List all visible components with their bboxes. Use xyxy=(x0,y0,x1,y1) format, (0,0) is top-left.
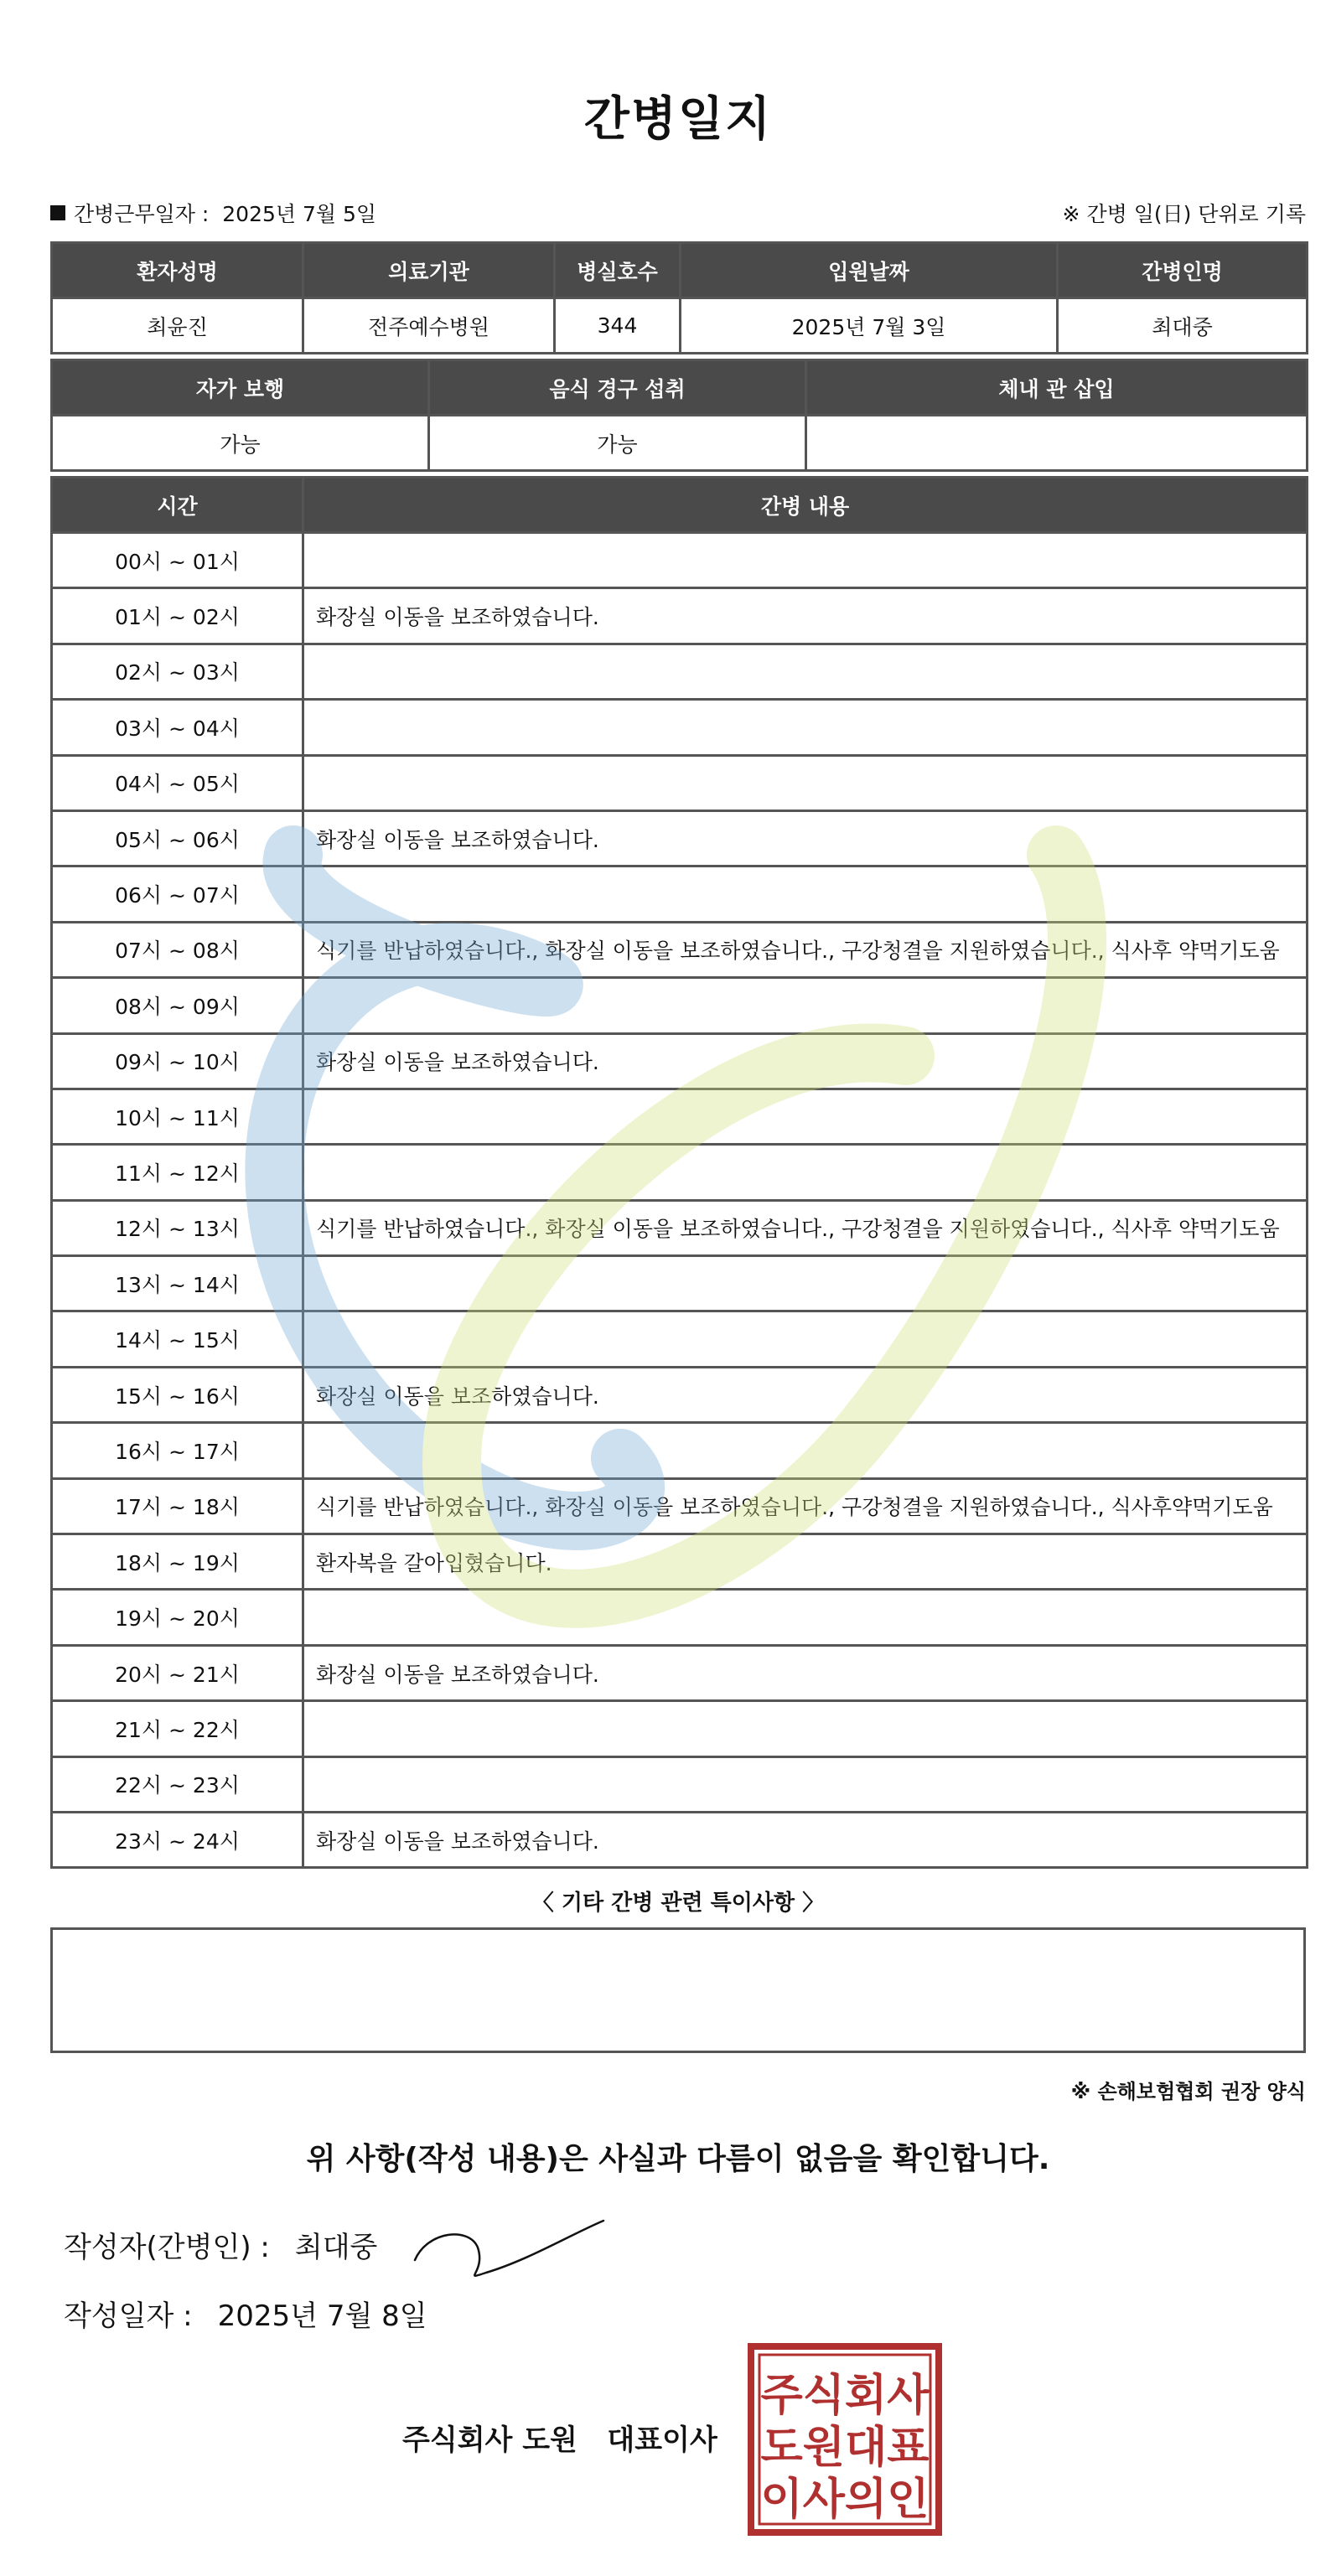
care-log-content: 화장실 이동을 보조하였습니다. xyxy=(303,588,1308,644)
care-log-row xyxy=(52,588,1308,644)
care-log-row xyxy=(52,1145,1308,1200)
care-log-row xyxy=(52,1478,1308,1534)
signature xyxy=(411,2214,612,2281)
admission-date: 2025년 7월 3일 xyxy=(681,298,1058,354)
form-notice: ※ 손해보험협회 권장 양식 xyxy=(1070,2080,1306,2103)
care-log-content: 식기를 반납하였습니다., 화장실 이동을 보조하였습니다., 구강청결을 지원하였습니다., 식사후 약먹기도움 xyxy=(303,1200,1308,1255)
care-log-row xyxy=(52,1423,1308,1478)
care-log-row xyxy=(52,1812,1308,1867)
care-log-time: 06시 ~ 07시 xyxy=(52,866,303,922)
header-patient-name: 환자성명 xyxy=(52,243,303,298)
care-log-time: 18시 ~ 19시 xyxy=(52,1534,303,1590)
care-log-row xyxy=(52,1590,1308,1645)
svg-text:주식회사: 주식회사 xyxy=(760,2371,930,2421)
care-log-row xyxy=(52,644,1308,699)
care-log-time: 23시 ~ 24시 xyxy=(52,1812,303,1867)
care-log-row xyxy=(52,1311,1308,1367)
care-log-content: 화장실 이동을 보조하였습니다. xyxy=(303,1645,1308,1700)
care-log-time: 13시 ~ 14시 xyxy=(52,1256,303,1311)
care-log-row xyxy=(52,1756,1308,1812)
care-log-content xyxy=(303,1423,1308,1478)
etc-content-box xyxy=(50,1927,1306,2053)
meta-row xyxy=(50,198,1306,228)
care-log-content xyxy=(303,1756,1308,1812)
walking-status: 가능 xyxy=(52,416,429,471)
work-date xyxy=(50,198,376,228)
tube-status xyxy=(806,416,1308,471)
written-date-label: 작성일자 : xyxy=(64,2299,193,2333)
care-log-time: 22시 ~ 23시 xyxy=(52,1756,303,1812)
care-log-time: 04시 ~ 05시 xyxy=(52,755,303,810)
care-log-content xyxy=(303,1256,1308,1311)
care-log-time: 19시 ~ 20시 xyxy=(52,1590,303,1645)
header-admission-date: 입원날짜 xyxy=(681,243,1058,298)
care-log-content: 식기를 반납하였습니다., 화장실 이동을 보조하였습니다., 구강청결을 지원하였습니다., 식사후 약먹기도움 xyxy=(303,922,1308,977)
care-log-row xyxy=(52,1534,1308,1590)
care-log-content: 화장실 이동을 보조하였습니다. xyxy=(303,1033,1308,1089)
care-log-content xyxy=(303,533,1308,588)
header-tube: 체내 관 삽입 xyxy=(806,360,1308,416)
header-walking: 자가 보행 xyxy=(52,360,429,416)
work-date-value: 2025년 7월 5일 xyxy=(222,202,377,226)
care-log-row xyxy=(52,1089,1308,1144)
care-log-row xyxy=(52,755,1308,810)
care-log-row xyxy=(52,1701,1308,1756)
care-log-time: 08시 ~ 09시 xyxy=(52,978,303,1033)
care-log-content: 화장실 이동을 보조하였습니다. xyxy=(303,1812,1308,1867)
care-log-time: 03시 ~ 04시 xyxy=(52,700,303,755)
written-date-value: 2025년 7월 8일 xyxy=(217,2299,427,2333)
company-signature: 주식회사 도원 대표이사 xyxy=(402,2423,717,2457)
care-log-time: 15시 ~ 16시 xyxy=(52,1367,303,1422)
care-log-time: 05시 ~ 06시 xyxy=(52,810,303,866)
writer-name: 최대중 xyxy=(294,2231,378,2264)
care-log-content xyxy=(303,1701,1308,1756)
header-care-content: 간병 내용 xyxy=(303,478,1308,533)
bullet-square-icon xyxy=(50,205,65,220)
svg-text:도원대표: 도원대표 xyxy=(760,2423,930,2473)
care-log-content xyxy=(303,1311,1308,1367)
care-log-time: 09시 ~ 10시 xyxy=(52,1033,303,1089)
work-date-label: 간병근무일자 : xyxy=(74,202,210,226)
care-log-content xyxy=(303,978,1308,1033)
care-log-content xyxy=(303,700,1308,755)
written-date-row xyxy=(64,2293,427,2334)
svg-text:이사의인: 이사의인 xyxy=(760,2475,930,2525)
care-log-time: 14시 ~ 15시 xyxy=(52,1311,303,1367)
care-log-row xyxy=(52,866,1308,922)
care-log-time: 10시 ~ 11시 xyxy=(52,1089,303,1144)
status-info-table xyxy=(50,359,1308,472)
oral-intake-status: 가능 xyxy=(429,416,806,471)
care-log-content: 환자복을 갈아입혔습니다. xyxy=(303,1534,1308,1590)
care-log-table xyxy=(50,476,1308,1869)
record-note: ※ 간병 일(日) 단위로 기록 xyxy=(1062,202,1306,226)
care-log-time: 07시 ~ 08시 xyxy=(52,922,303,977)
header-oral-intake: 음식 경구 섭취 xyxy=(429,360,806,416)
care-log-content: 화장실 이동을 보조하였습니다. xyxy=(303,810,1308,866)
care-log-row xyxy=(52,810,1308,866)
header-caregiver: 간병인명 xyxy=(1058,243,1308,298)
patient-info-table xyxy=(50,241,1308,354)
care-log-row xyxy=(52,700,1308,755)
care-log-row xyxy=(52,1200,1308,1255)
patient-name: 최윤진 xyxy=(52,298,303,354)
care-log-time: 16시 ~ 17시 xyxy=(52,1423,303,1478)
care-log-row xyxy=(52,1367,1308,1422)
care-log-row xyxy=(52,1033,1308,1089)
care-log-content xyxy=(303,755,1308,810)
care-log-time: 12시 ~ 13시 xyxy=(52,1200,303,1255)
care-log-time: 01시 ~ 02시 xyxy=(52,588,303,644)
care-log-time: 17시 ~ 18시 xyxy=(52,1478,303,1534)
care-log-row xyxy=(52,1645,1308,1700)
care-log-row xyxy=(52,978,1308,1033)
care-log-time: 00시 ~ 01시 xyxy=(52,533,303,588)
header-room: 병실호수 xyxy=(555,243,681,298)
room-number: 344 xyxy=(555,298,681,354)
care-log-row xyxy=(52,1256,1308,1311)
care-log-content xyxy=(303,866,1308,922)
care-log-time: 20시 ~ 21시 xyxy=(52,1645,303,1700)
care-log-content xyxy=(303,1590,1308,1645)
care-log-content: 식기를 반납하였습니다., 화장실 이동을 보조하였습니다., 구강청결을 지원하였습니다., 식사후약먹기도움 xyxy=(303,1478,1308,1534)
etc-title: 〈 기타 간병 관련 특이사항 〉 xyxy=(531,1891,825,1916)
confirmation-text: 위 사항(작성 내용)은 사실과 다름이 없음을 확인합니다. xyxy=(306,2142,1050,2176)
page-title: 간병일지 xyxy=(583,92,773,147)
care-log-time: 11시 ~ 12시 xyxy=(52,1145,303,1200)
header-time: 시간 xyxy=(52,478,303,533)
company-seal xyxy=(748,2343,942,2536)
care-log-content xyxy=(303,1145,1308,1200)
care-log-content: 화장실 이동을 보조하였습니다. xyxy=(303,1367,1308,1422)
care-log-time: 21시 ~ 22시 xyxy=(52,1701,303,1756)
care-log-time: 02시 ~ 03시 xyxy=(52,644,303,699)
caregiver-name: 최대중 xyxy=(1058,298,1308,354)
header-hospital: 의료기관 xyxy=(303,243,555,298)
care-log-row xyxy=(52,533,1308,588)
care-log-content xyxy=(303,644,1308,699)
care-log-content xyxy=(303,1089,1308,1144)
writer-row xyxy=(64,2224,377,2265)
care-log-row xyxy=(52,922,1308,977)
hospital-name: 전주예수병원 xyxy=(303,298,555,354)
writer-label: 작성자(간병인) : xyxy=(64,2231,270,2264)
